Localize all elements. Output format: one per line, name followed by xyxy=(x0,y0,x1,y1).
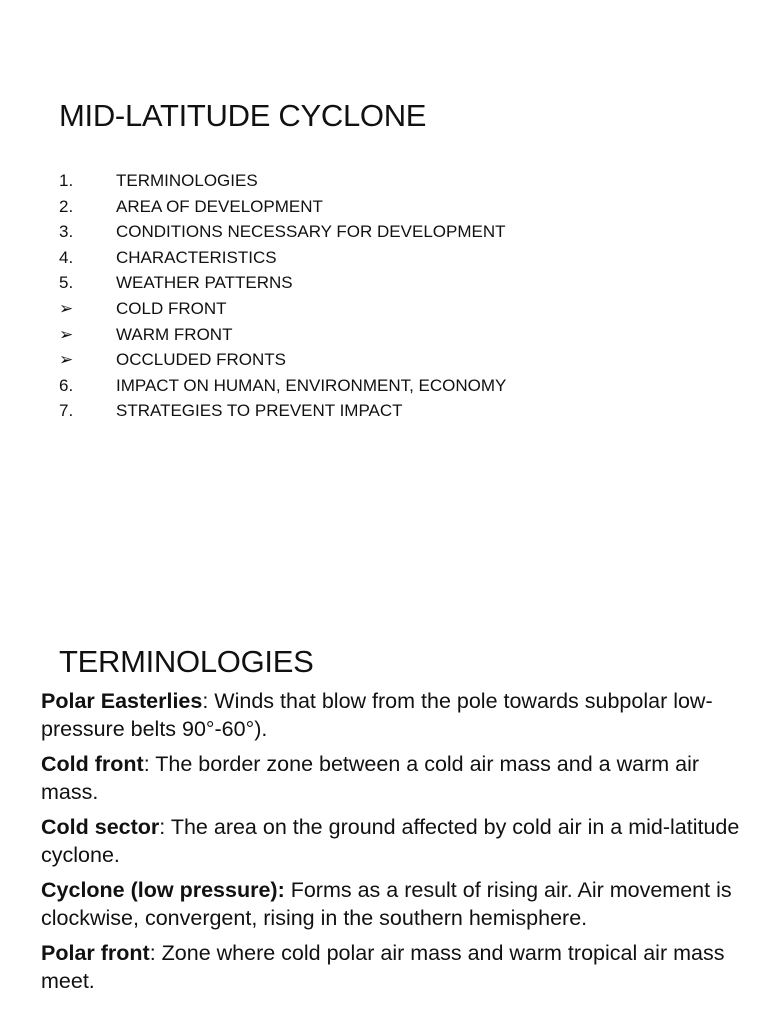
term-name: Cold front xyxy=(41,752,144,776)
term-entry xyxy=(41,814,741,869)
list-marker: 6. xyxy=(59,375,74,395)
term-entry xyxy=(41,877,741,932)
term-definition: : The area on the ground affected by cold air in a mid-latitude cyclone. xyxy=(41,815,740,867)
term-name: Cold sector xyxy=(41,815,160,839)
arrow-bullet-icon: ➢ xyxy=(59,350,74,370)
list-item-text: IMPACT ON HUMAN, ENVIRONMENT, ECONOMY xyxy=(116,375,507,395)
slide-terminologies xyxy=(0,600,768,1024)
slide-title: TERMINOLOGIES xyxy=(59,644,314,679)
list-item xyxy=(59,373,506,399)
list-item xyxy=(59,194,506,220)
list-item xyxy=(59,270,506,296)
list-item xyxy=(59,347,506,373)
list-item-text: COLD FRONT xyxy=(116,298,227,318)
list-item-text: WEATHER PATTERNS xyxy=(116,273,293,293)
list-item-text: AREA OF DEVELOPMENT xyxy=(116,196,323,216)
list-item-text: STRATEGIES TO PREVENT IMPACT xyxy=(116,401,403,421)
list-item xyxy=(59,398,506,424)
arrow-bullet-icon: ➢ xyxy=(59,324,74,344)
list-item-text: CHARACTERISTICS xyxy=(116,247,277,267)
term-definition: : Winds that blow from the pole towards subpolar low-pressure belts 90°-60°). xyxy=(41,689,713,741)
list-marker: 3. xyxy=(59,222,74,242)
term-definition: : The border zone between a cold air mass and a warm air mass. xyxy=(41,752,700,804)
list-item xyxy=(59,296,506,322)
list-item xyxy=(59,245,506,271)
list-item-text: TERMINOLOGIES xyxy=(116,171,258,190)
list-item-text: CONDITIONS NECESSARY FOR DEVELOPMENT xyxy=(116,222,506,242)
slide-title: MID-LATITUDE CYCLONE xyxy=(59,98,427,133)
list-marker: 4. xyxy=(59,247,74,267)
list-item-text: WARM FRONT xyxy=(116,324,233,344)
list-marker: 2. xyxy=(59,196,74,216)
term-definition: : Zone where cold polar air mass and warm tropical air mass meet. xyxy=(41,941,725,993)
term-name: Cyclone (low pressure): xyxy=(41,878,285,902)
term-entry xyxy=(41,688,741,743)
arrow-bullet-icon: ➢ xyxy=(59,298,74,318)
term-entry xyxy=(41,751,741,806)
term-definition: Forms as a result of rising air. Air movement is clockwise, convergent, rising in the southern hemisphere. xyxy=(41,878,732,930)
contents-list xyxy=(59,168,506,424)
list-item xyxy=(59,219,506,245)
term-entry xyxy=(41,940,741,995)
list-item xyxy=(59,168,506,194)
term-name: Polar front xyxy=(41,941,150,965)
list-marker: 5. xyxy=(59,273,74,293)
list-marker: 1. xyxy=(59,171,74,190)
term-name: Polar Easterlies xyxy=(41,689,203,713)
list-marker: 7. xyxy=(59,401,74,421)
terms-list xyxy=(41,688,741,1003)
list-item xyxy=(59,322,506,348)
list-item-text: OCCLUDED FRONTS xyxy=(116,350,287,370)
